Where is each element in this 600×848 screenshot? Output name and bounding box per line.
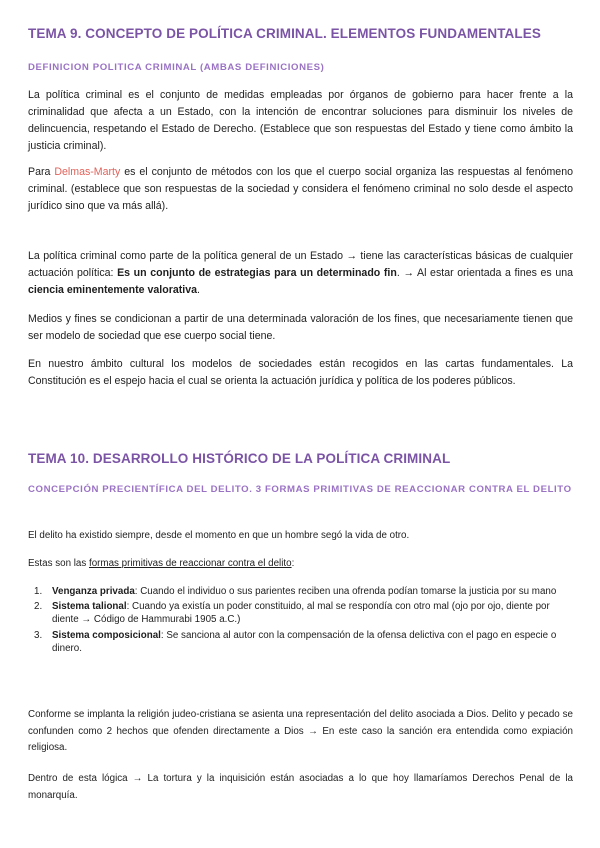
bold-phrase-valorativa: ciencia eminentemente valorativa xyxy=(28,284,197,296)
paragraph-ambito-cultural: En nuestro ámbito cultural los modelos de sociedades están recogidos en las cartas fundamentales. La Constitución es el espejo hacia el cual se orienta la actuación jurídica y política de los poderes públicos. xyxy=(28,358,573,387)
underlined-phrase: formas primitivas de reaccionar contra el delito xyxy=(89,558,292,569)
section-title-tema-10: TEMA 10. DESARROLLO HISTÓRICO DE LA POLÍTICA CRIMINAL xyxy=(28,451,451,466)
paragraph-politica-general xyxy=(28,248,573,299)
paragraph-delito-siempre: El delito ha existido siempre, desde el momento en que un hombre segó la vida de otro. xyxy=(28,530,410,541)
text-segment: es el conjunto de métodos con los que el cuerpo social organiza las respuestas al fenómeno criminal. (establece que son respuestas de la sociedad y considera el fenómeno criminal no solo desde el aspecto jurídico sino que va más allá). xyxy=(28,166,573,212)
text-segment: Estas son las xyxy=(28,558,89,569)
paragraph-medios-fines: Medios y fines se condicionan a partir de una determinada valoración de los fines, que necesariamente tienen que ser modelo de sociedad que ese cuerpo social tiene. xyxy=(28,313,573,342)
text-segment: . xyxy=(197,284,200,296)
paragraph-religion: Conforme se implanta la religión judeo-cristiana se asienta una representación del delito asociada a Dios. Delito y pecado se confunden como 2 hechos que ofenden directamente a Dios → En este caso la sanción era entendida como expiación religiosa. xyxy=(28,709,573,753)
paragraph-tortura-inquisicion: Dentro de esta lógica → La tortura y la inquisición están asociadas a lo que hoy llamaríamos Derechos Penal de la monarquía. xyxy=(28,773,573,801)
text-segment: La política criminal como parte de la política general de un Estado → tiene las características básicas de cualquier actuación política: xyxy=(28,250,573,279)
list-item xyxy=(28,629,573,655)
author-name-highlight: Delmas-Marty xyxy=(54,166,121,178)
list-item-text: : Cuando el individuo o sus parientes reciben una ofrenda podían tomarse la justicia por su mano xyxy=(134,586,557,597)
list-number: 3. xyxy=(34,629,43,641)
list-item xyxy=(28,585,573,598)
list-item xyxy=(28,600,573,626)
paragraph-formas-primitivas xyxy=(28,556,573,573)
numbered-list-formas xyxy=(28,585,573,657)
text-segment: : xyxy=(291,558,295,569)
paragraph-delmas-marty xyxy=(28,164,573,215)
list-number: 2. xyxy=(34,601,43,613)
section-subtitle-definicion: DEFINICION POLITICA CRIMINAL (AMBAS DEFINICIONES) xyxy=(28,62,325,73)
section-title-tema-9: TEMA 9. CONCEPTO DE POLÍTICA CRIMINAL. ELEMENTOS FUNDAMENTALES xyxy=(28,26,541,41)
list-item-term: Sistema composicional xyxy=(52,629,161,641)
paragraph-definicion-estado: La política criminal es el conjunto de medidas empleadas por órganos de gobierno para hacer frente a la criminalidad que afecta a un Estado, con la intención de encontrar soluciones para disminuir los niveles de delincuencia, respetando el Estado de Derecho. (Establece que son respuestas del Estado y tiene como ámbito la justicia criminal). xyxy=(28,89,573,152)
list-item-term: Sistema talional xyxy=(52,601,127,613)
bold-phrase-estrategias: Es un conjunto de estrategias para un determinado fin xyxy=(117,267,397,279)
section-subtitle-concepcion: CONCEPCIÓN PRECIENTÍFICA DEL DELITO. 3 FORMAS PRIMITIVAS DE REACCIONAR CONTRA EL DELITO xyxy=(28,484,572,495)
text-segment: Para xyxy=(28,166,55,178)
list-item-term: Venganza privada xyxy=(52,586,135,597)
list-item-text: : Cuando ya existía un poder constituido, al mal se respondía con otro mal (ojo por ojo, diente por diente → Código de Hammurabi 1905 a.C.) xyxy=(52,601,550,626)
list-item-text: : Se sanciona al autor con la compensación de la ofensa delictiva con el pago en especie o dinero. xyxy=(52,629,557,654)
list-number: 1. xyxy=(34,586,43,597)
text-segment: . → Al estar orientada a fines es una xyxy=(396,267,574,279)
